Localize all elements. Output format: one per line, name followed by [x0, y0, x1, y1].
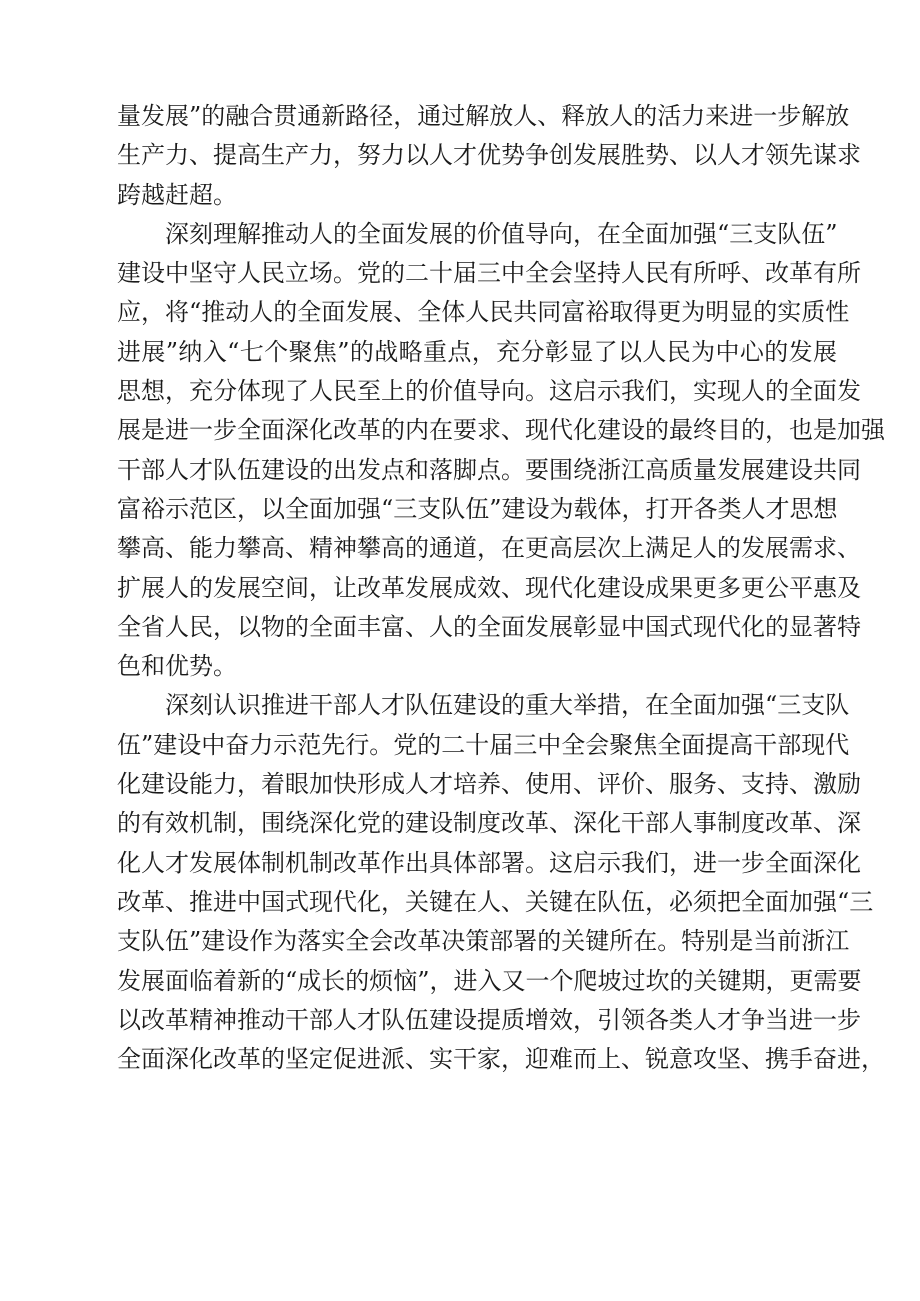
text-line: 富裕示范区，以全面加强“三支队伍”建设为载体，打开各类人才思想	[117, 494, 838, 523]
text-line: 全省人民，以物的全面丰富、人的全面发展彰显中国式现代化的显著特	[117, 612, 861, 641]
text-line: 伍”建设中奋力示范先行。党的二十届三中全会聚焦全面提高干部现代	[117, 730, 850, 759]
text-line: 改革、推进中国式现代化，关键在人、关键在队伍，必须把全面加强“三	[117, 887, 874, 916]
paragraph-first-line: 深刻理解推动人的全面发展的价值导向，在全面加强“三支队伍”	[165, 219, 838, 248]
text-line: 跨越赶超。	[117, 180, 237, 209]
text-line: 进展”纳入“七个聚焦”的战略重点，充分彰显了以人民为中心的发展	[117, 337, 837, 366]
paragraph-first-line: 深刻认识推进干部人才队伍建设的重大举措，在全面加强“三支队	[165, 691, 850, 720]
text-line: 量发展”的融合贯通新路径，通过解放人、释放人的活力来进一步解放	[117, 102, 850, 130]
text-line: 生产力、提高生产力，努力以人才优势争创发展胜势、以人才领先谋求	[117, 141, 861, 170]
text-line: 扩展人的发展空间，让改革发展成效、现代化建设成果更多更公平惠及	[117, 573, 861, 602]
text-line: 化人才发展体制机制改革作出具体部署。这启示我们，进一步全面深化	[117, 848, 861, 877]
text-line: 应，将“推动人的全面发展、全体人民共同富裕取得更为明显的实质性	[117, 298, 850, 327]
text-line: 思想，充分体现了人民至上的价值导向。这启示我们，实现人的全面发	[117, 377, 861, 406]
text-line: 干部人才队伍建设的出发点和落脚点。要围绕浙江高质量发展建设共同	[117, 455, 861, 484]
text-line: 化建设能力，着眼加快形成人才培养、使用、评价、服务、支持、激励	[117, 770, 861, 799]
text-line: 支队伍”建设作为落实全会改革决策部署的关键所在。特别是当前浙江	[117, 927, 850, 956]
document-body	[117, 97, 885, 1079]
text-line: 以改革精神推动干部人才队伍建设提质增效，引领各类人才争当进一步	[117, 1005, 861, 1034]
text-line: 全面深化改革的坚定促进派、实干家，迎难而上、锐意攻坚、携手奋进，	[117, 1045, 885, 1074]
text-line: 展是进一步全面深化改革的内在要求、现代化建设的最终目的，也是加强	[117, 416, 885, 445]
text-line: 的有效机制，围绕深化党的建设制度改革、深化干部人事制度改革、深	[117, 809, 861, 838]
text-line: 色和优势。	[117, 652, 237, 681]
text-line: 建设中坚守人民立场。党的二十届三中全会坚持人民有所呼、改革有所	[117, 259, 861, 288]
text-line: 攀高、能力攀高、精神攀高的通道，在更高层次上满足人的发展需求、	[117, 534, 861, 563]
text-line: 发展面临着新的“成长的烦恼”，进入又一个爬坡过坎的关键期，更需要	[117, 966, 862, 995]
